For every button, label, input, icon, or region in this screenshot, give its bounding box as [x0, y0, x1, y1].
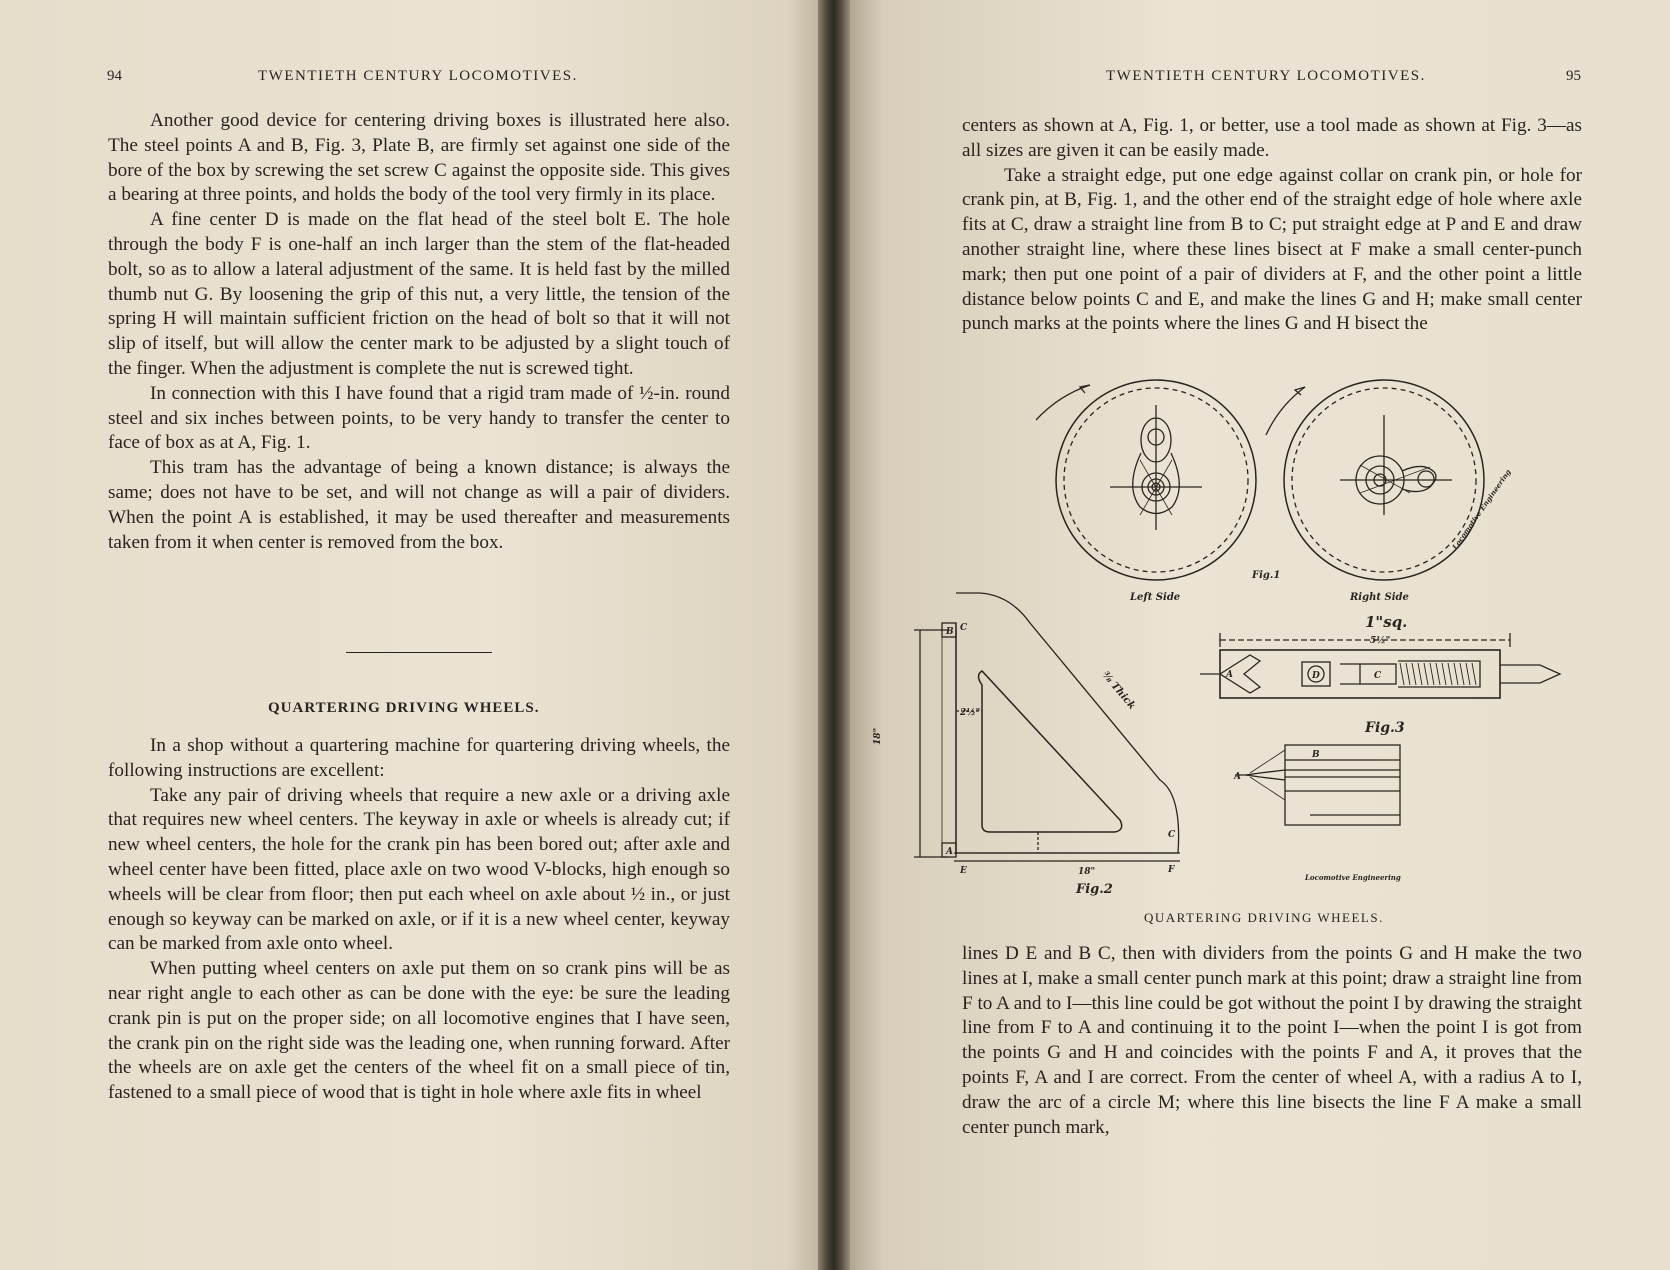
thick-label: ⅜ Thick	[1099, 669, 1138, 712]
fig2-drawing	[914, 593, 1180, 861]
paragraph: In a shop without a quartering machine for quartering driving wheels, the following instructions are excellent:	[108, 735, 730, 781]
paragraph: This tram has the advantage of being a known distance; is always the same; does not have to be set, and will not change as will a pair of dividers. When the point A is established, it may be used thereafter and measurements taken from it when center is removed from the box.	[108, 457, 730, 553]
fig3-label: Fig.3	[1365, 720, 1405, 736]
dim-5-half: 5½"	[1370, 636, 1391, 646]
left-side-label: Left Side	[1130, 592, 1181, 603]
svg-text:B: B	[946, 627, 954, 637]
paragraph: Another good device for centering driving boxes is illustrated here also. The steel points A and B, Fig. 3, Plate B, are firmly set against one side of the bore of the box by screwing the set screw C against the opposite side. This gives a bearing at three points, and holds the body of the tool very firmly in its place.	[108, 110, 730, 206]
dim-18-vertical: 18"	[873, 727, 883, 745]
book-gutter	[818, 0, 850, 1270]
svg-text:D: D	[1312, 671, 1320, 681]
dim-18-horizontal: 18"	[1078, 867, 1096, 877]
paragraph: Take a straight edge, put one edge against collar on crank pin, or hole for crank pin, at B, Fig. 1, and the other end of the straight edge of hole where axle fits at C, draw a straight line from B to C; put straight edge at P and E and draw another straight line, where these lines bisect at F make a small center-punch mark; then put one point of a pair of dividers at F, and the other point a little distance below points C and E, and make the lines G and H; make small center punch marks at the points where the lines G and H bisect the	[962, 164, 1582, 335]
credit-label-curved: Locomotive Engineering	[1450, 467, 1513, 552]
page-number-left: 94	[107, 68, 122, 84]
paragraph: A fine center D is made on the flat head of the steel bolt E. The hole through the body F is one-half an inch larger than the stem of the flat-headed bolt, so as to allow a lateral adjustment of the same. It is held fast by the milled thumb nut G. By loosening the grip of this nut, a very little, the tension of the spring H will maintain sufficient friction on the head of bolt so that it will not slip of itself, but will allow the center mark to be adjusted by a slight touch of the finger. When the adjustment is complete the nut is screwed tight.	[108, 209, 730, 379]
svg-text:C: C	[1374, 671, 1382, 681]
svg-text:A: A	[1226, 670, 1233, 680]
paragraph: centers as shown at A, Fig. 1, or better, use a tool made as shown at Fig. 3—as all sizes are given it can be easily made.	[962, 115, 1582, 161]
fig1-label: Fig.1	[1252, 570, 1281, 581]
right-bottom-text	[962, 942, 1582, 1140]
svg-text:C: C	[1168, 830, 1176, 840]
left-page	[0, 0, 828, 1270]
sq-label: 1"sq.	[1365, 613, 1408, 631]
section-title: QUARTERING DRIVING WHEELS.	[268, 700, 540, 716]
svg-text:A: A	[946, 847, 953, 857]
right-wheel-drawing	[1266, 380, 1484, 580]
paragraph: lines D E and B C, then with dividers from the points G and H make the two lines at I, make a small center punch mark at this point; draw a straight line from F to A and to I—this line could be got without the point I by drawing the straight line from F to A and continuing it to the point I—when the point I is got from the points G and H and coincides with the points F and A, it proves that the points F, A and I are correct. From the center of wheel A, with a radius A to I, draw the arc of a circle M; where this line bisects the line F A make a small center punch mark,	[962, 943, 1582, 1138]
left-body-text	[108, 109, 730, 555]
svg-text:C: C	[960, 623, 968, 633]
section-divider	[346, 652, 492, 653]
svg-text:A: A	[1234, 772, 1241, 782]
svg-text:B: B	[1312, 750, 1320, 760]
running-head-right: TWENTIETH CENTURY LOCOMOTIVES.	[1106, 68, 1426, 84]
right-top-text	[962, 114, 1582, 337]
dim-2-half: 2½"	[960, 708, 981, 718]
paragraph: When putting wheel centers on axle put them on so crank pins will be as near right angle to each other as can be done with the eye: be sure the leading crank pin is put on the proper side; on all locomotive engines that I have seen, the crank pin on the right side was the leading one, when running forward. After the wheels are on axle get the centers of the wheel fit on a small piece of tin, fastened to a small piece of wood that is tight in hole where axle fits in wheel	[108, 958, 730, 1104]
credit-label: Locomotive Engineering	[1305, 873, 1401, 882]
paragraph: Take any pair of driving wheels that require a new axle or a driving axle that requires new wheel centers. The keyway in axle or wheels is already cut; if new wheel centers, the hole for the crank pin has been bored out; after axle and wheel center have been fitted, place axle on two wood V-blocks, high enough so wheels will be clear from floor; then put each wheel on axle about ½ in., or just enough so keyway can be marked on axle, or if it is a new wheel center, keyway can be marked from axle onto wheel.	[108, 784, 730, 955]
figure-caption: QUARTERING DRIVING WHEELS.	[1144, 910, 1384, 925]
paragraph: In connection with this I have found that a rigid tram made of ½-in. round steel and six inches between points, to be very handy to transfer the center to face of box as at A, Fig. 1.	[108, 382, 730, 454]
svg-text:F: F	[1168, 865, 1175, 875]
quartering-figure	[873, 375, 1610, 915]
fig2-label: Fig.2	[1076, 882, 1113, 897]
left-wheel-drawing	[1036, 380, 1256, 580]
left-section-text	[108, 734, 730, 1106]
page-number-right: 95	[1566, 68, 1581, 84]
right-side-label: Right Side	[1350, 592, 1409, 603]
running-head-left: TWENTIETH CENTURY LOCOMOTIVES.	[258, 68, 578, 84]
svg-text:E: E	[960, 866, 967, 876]
